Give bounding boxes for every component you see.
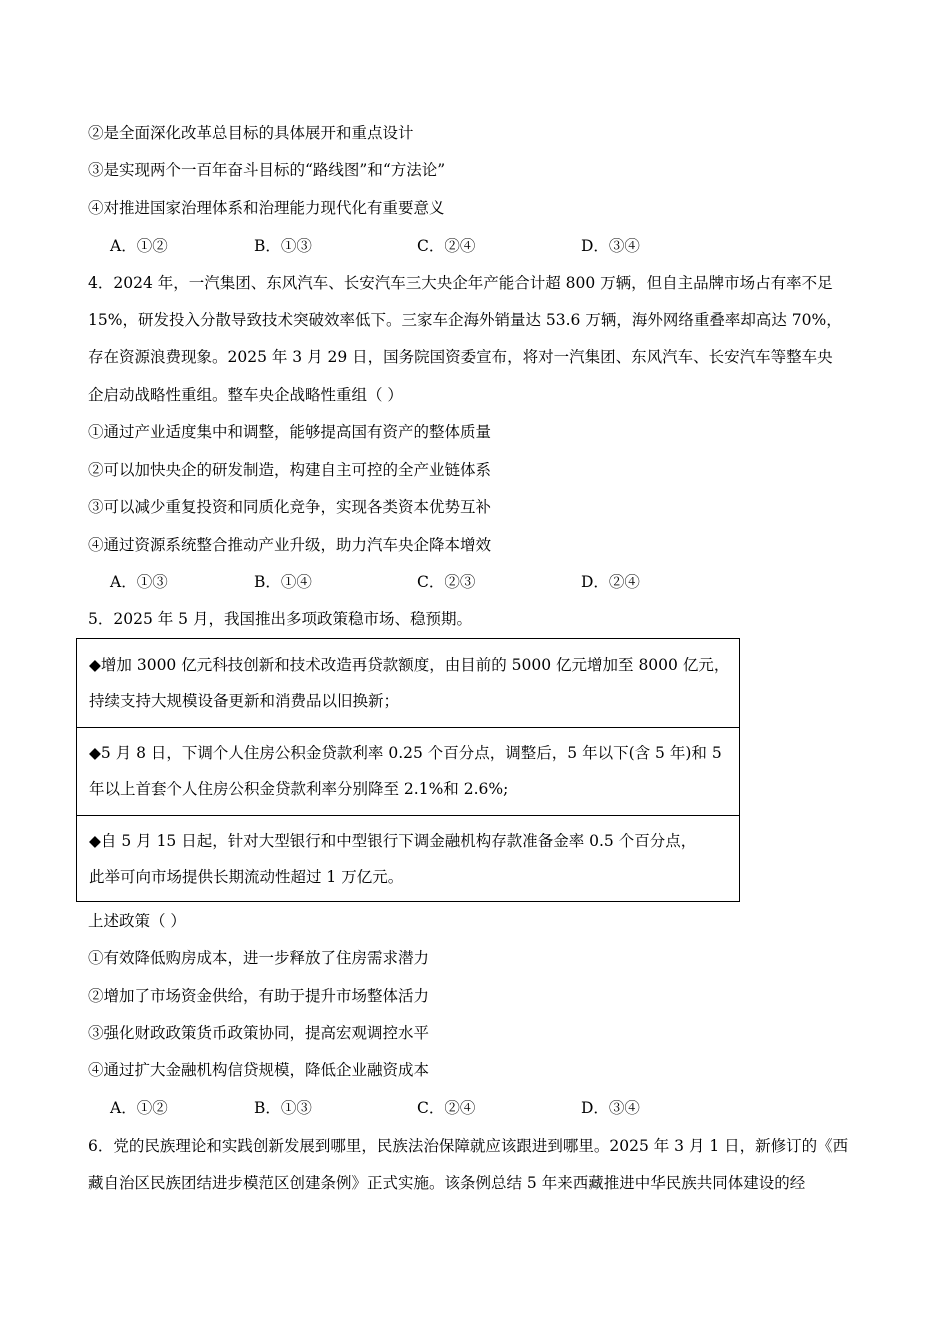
q5-policy-2-line-1: ◆5 月 8 日，下调个人住房公积金贷款利率 0.25 个百分点，调整后，5 年以下(含 5 年)和 5 [89, 744, 722, 762]
q5-option-c[interactable]: C．②④ [417, 1099, 476, 1117]
q6-stem-line-1: 6．党的民族理论和实践创新发展到哪里，民族法治保障就应该跟进到哪里。2025 年 3 月 1 日，新修订的《西 [88, 1137, 849, 1155]
q3-option-d[interactable]: D．③④ [581, 237, 640, 255]
q5-policy-3-line-1: ◆自 5 月 15 日起，针对大型银行和中型银行下调金融机构存款准备金率 0.5 个百分点， [89, 832, 697, 850]
q5-policy-1 [77, 639, 739, 727]
q4-item-2: ②可以加快央企的研发制造，构建自主可控的全产业链体系 [88, 461, 492, 479]
q4-stem-line-3: 存在资源浪费现象。2025 年 3 月 29 日，国务院国资委宣布，将对一汽集团、东风汽车、长安汽车等整车央 [88, 348, 833, 366]
q4-item-4: ④通过资源系统整合推动产业升级，助力汽车央企降本增效 [88, 536, 492, 554]
q5-option-a[interactable]: A．①② [110, 1099, 168, 1117]
q5-policy-2 [77, 727, 739, 816]
q3-item-4: ④对推进国家治理体系和治理能力现代化有重要意义 [88, 199, 445, 217]
q4-option-d[interactable]: D．②④ [581, 573, 640, 591]
q4-option-b[interactable]: B．①④ [254, 573, 312, 591]
q5-item-1: ①有效降低购房成本，进一步释放了住房需求潜力 [88, 949, 430, 967]
q5-item-4: ④通过扩大金融机构信贷规模，降低企业融资成本 [88, 1061, 430, 1079]
q5-policy-3-line-2: 此举可向市场提供长期流动性超过 1 万亿元。 [89, 868, 404, 886]
q4-stem-line-1: 4．2024 年，一汽集团、东风汽车、长安汽车三大央企年产能合计超 800 万辆，但自主品牌市场占有率不足 [88, 274, 833, 292]
q3-option-c[interactable]: C．②④ [417, 237, 476, 255]
q3-item-2: ②是全面深化改革总目标的具体展开和重点设计 [88, 124, 414, 142]
q4-stem-line-2: 15%，研发投入分散导致技术突破效率低下。三家车企海外销量达 53.6 万辆，海外网络重叠率却高达 70%， [88, 311, 842, 329]
q5-item-3: ③强化财政政策货币政策协同，提高宏观调控水平 [88, 1024, 430, 1042]
q6-stem-line-2: 藏自治区民族团结进步模范区创建条例》正式实施。该条例总结 5 年来西藏推进中华民族共同体建设的经 [88, 1174, 806, 1192]
q5-policy-1-line-2: 持续支持大规模设备更新和消费品以旧换新； [89, 692, 400, 710]
q5-stem: 5．2025 年 5 月，我国推出多项政策稳市场、稳预期。 [88, 610, 472, 628]
q5-option-d[interactable]: D．③④ [581, 1099, 640, 1117]
q5-policy-1-line-1: ◆增加 3000 亿元科技创新和技术改造再贷款额度，由目前的 5000 亿元增加至 8000 亿元， [89, 656, 730, 674]
q5-policy-2-line-2: 年以上首套个人住房公积金贷款利率分别降至 2.1%和 2.6%; [89, 780, 509, 798]
q4-option-a[interactable]: A．①③ [110, 573, 168, 591]
q4-stem-line-4: 企启动战略性重组。整车央企战略性重组（ ） [88, 386, 403, 404]
q3-option-a[interactable]: A．①② [110, 237, 168, 255]
q4-option-c[interactable]: C．②③ [417, 573, 476, 591]
q3-option-b[interactable]: B．①③ [254, 237, 312, 255]
q3-item-3: ③是实现两个一百年奋斗目标的“路线图”和“方法论” [88, 161, 446, 179]
q5-policy-3 [77, 815, 739, 904]
q5-item-2: ②增加了市场资金供给，有助于提升市场整体活力 [88, 987, 430, 1005]
q5-prompt: 上述政策（ ） [88, 912, 186, 930]
q4-item-3: ③可以减少重复投资和同质化竞争，实现各类资本优势互补 [88, 498, 492, 516]
q5-policy-box [76, 638, 740, 902]
q4-item-1: ①通过产业适度集中和调整，能够提高国有资产的整体质量 [88, 423, 492, 441]
q5-option-b[interactable]: B．①③ [254, 1099, 312, 1117]
